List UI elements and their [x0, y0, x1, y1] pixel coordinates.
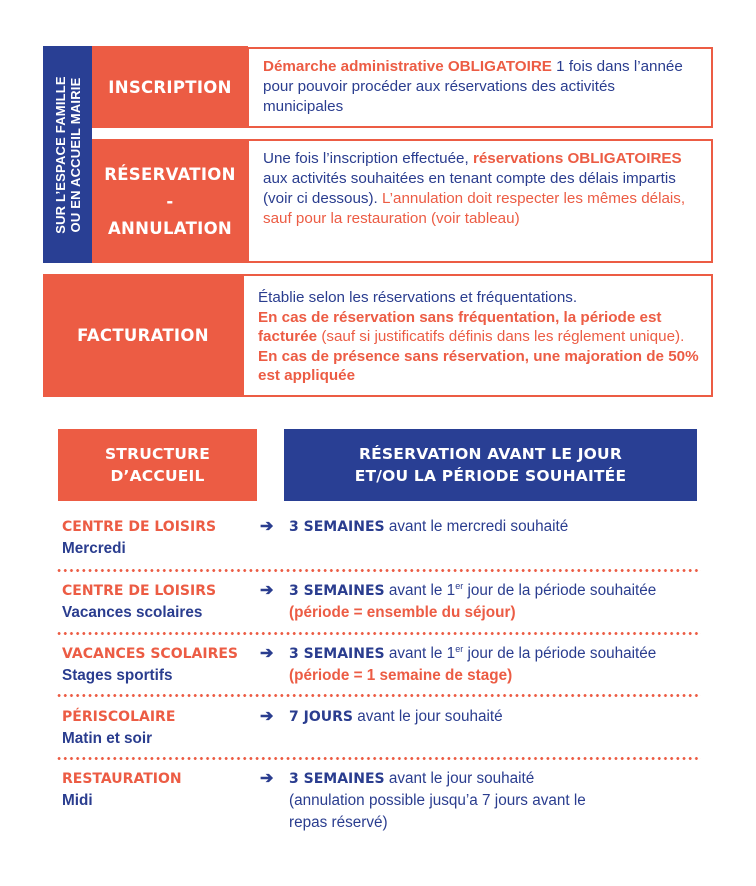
- row-structure: PÉRISCOLAIRE: [62, 709, 176, 725]
- facturation-bold2: En cas de présence sans réservation, une majoration de 50% est appliquée: [258, 347, 699, 384]
- reservation-annulation-text: L’annulation doit respecter les mêmes délais, sauf pour la restauration (voir tableau): [263, 190, 686, 227]
- table-header-reservation-line1: RÉSERVATION AVANT LE JOUR: [359, 445, 622, 463]
- reservation-label: [92, 139, 248, 263]
- row-note: (période = 1 semaine de stage): [289, 667, 513, 684]
- table-header-structure: [58, 429, 257, 501]
- row-sub: Matin et soir: [62, 730, 153, 747]
- reservation-label-sep: -: [166, 191, 174, 211]
- reservation-text-part2: aux activités souhaitées en tenant compte des délais impartis (voir ci dessous).: [263, 170, 676, 207]
- side-band-line2: OU EN ACCUEIL MAIRIE: [67, 77, 83, 232]
- facturation-bold1: En cas de réservation sans fréquentation, la période est facturée: [258, 308, 662, 345]
- arrow-right-icon: ➔: [260, 770, 274, 787]
- row-text: avant le mercredi souhaité: [384, 518, 569, 535]
- row-sub: Vacances scolaires: [62, 604, 203, 621]
- facturation-line1: Établie selon les réservations et fréquentations.: [258, 289, 578, 306]
- row-text2: jour de la période souhaitée: [463, 582, 657, 599]
- dotted-divider: [56, 569, 701, 572]
- row-text: avant le jour souhaité: [352, 708, 503, 725]
- reservation-description: [247, 139, 713, 263]
- table-header-structure-line2: D’ACCUEIL: [110, 467, 205, 485]
- inscription-description: [247, 47, 713, 128]
- table-header-reservation-line2: ET/OU LA PÉRIODE SOUHAITÉE: [354, 467, 627, 485]
- dotted-divider: [56, 694, 701, 697]
- inscription-rest-text: 1 fois dans l’année pour pouvoir procéder aux réservations des activités municipales: [263, 58, 683, 115]
- dotted-divider: [56, 757, 701, 760]
- row-structure: CENTRE DE LOISIRS: [62, 583, 217, 599]
- row-sub: Midi: [62, 792, 93, 809]
- row-delay: 3 SEMAINES: [289, 583, 385, 599]
- inscription-label: [92, 46, 248, 128]
- facturation-normal1: (sauf si justificatifs définis dans les réglement unique).: [317, 328, 685, 345]
- row-text: avant le jour souhaité: [384, 770, 535, 787]
- row-delay: 3 SEMAINES: [289, 646, 385, 662]
- row-text2: jour de la période souhaitée: [463, 645, 657, 662]
- reservation-text-part1: Une fois l’inscription effectuée,: [263, 150, 473, 167]
- side-band-line1: SUR L’ESPACE FAMILLE: [52, 75, 68, 234]
- dotted-divider: [56, 632, 701, 635]
- table-header-structure-line1: STRUCTURE: [104, 445, 211, 463]
- row-sub: Stages sportifs: [62, 667, 173, 684]
- table-header-reservation: [284, 429, 697, 501]
- arrow-right-icon: ➔: [260, 518, 274, 535]
- row-sup: er: [455, 644, 464, 654]
- facturation-description: [242, 274, 713, 397]
- inscription-label-text: INSCRIPTION: [108, 77, 232, 97]
- facturation-label: [43, 274, 243, 397]
- row-structure: VACANCES SCOLAIRES: [62, 646, 238, 662]
- inscription-bold-text: Démarche administrative OBLIGATOIRE: [263, 58, 552, 75]
- row-structure: RESTAURATION: [62, 771, 182, 787]
- side-band-text: [53, 76, 83, 234]
- row-structure: CENTRE DE LOISIRS: [62, 519, 217, 535]
- row-note: (annulation possible jusqu’a 7 jours avant le repas réservé): [289, 792, 586, 831]
- row-sub: Mercredi: [62, 540, 126, 557]
- arrow-right-icon: ➔: [260, 582, 274, 599]
- row-text: avant le 1: [384, 582, 456, 599]
- row-note: (période = ensemble du séjour): [289, 604, 516, 621]
- row-delay: 3 SEMAINES: [289, 519, 385, 535]
- side-band-espace-famille: [43, 46, 92, 263]
- reservation-label-line1: RÉSERVATION: [104, 164, 236, 184]
- reservation-bold-text: réservations OBLIGATOIRES: [472, 150, 682, 167]
- arrow-right-icon: ➔: [260, 645, 274, 662]
- facturation-label-text: FACTURATION: [77, 326, 209, 345]
- arrow-right-icon: ➔: [260, 708, 274, 725]
- row-delay: 7 JOURS: [289, 709, 353, 725]
- reservation-label-line2: ANNULATION: [107, 218, 233, 238]
- row-text: avant le 1: [384, 645, 456, 662]
- row-delay: 3 SEMAINES: [289, 771, 385, 787]
- row-sup: er: [455, 581, 464, 591]
